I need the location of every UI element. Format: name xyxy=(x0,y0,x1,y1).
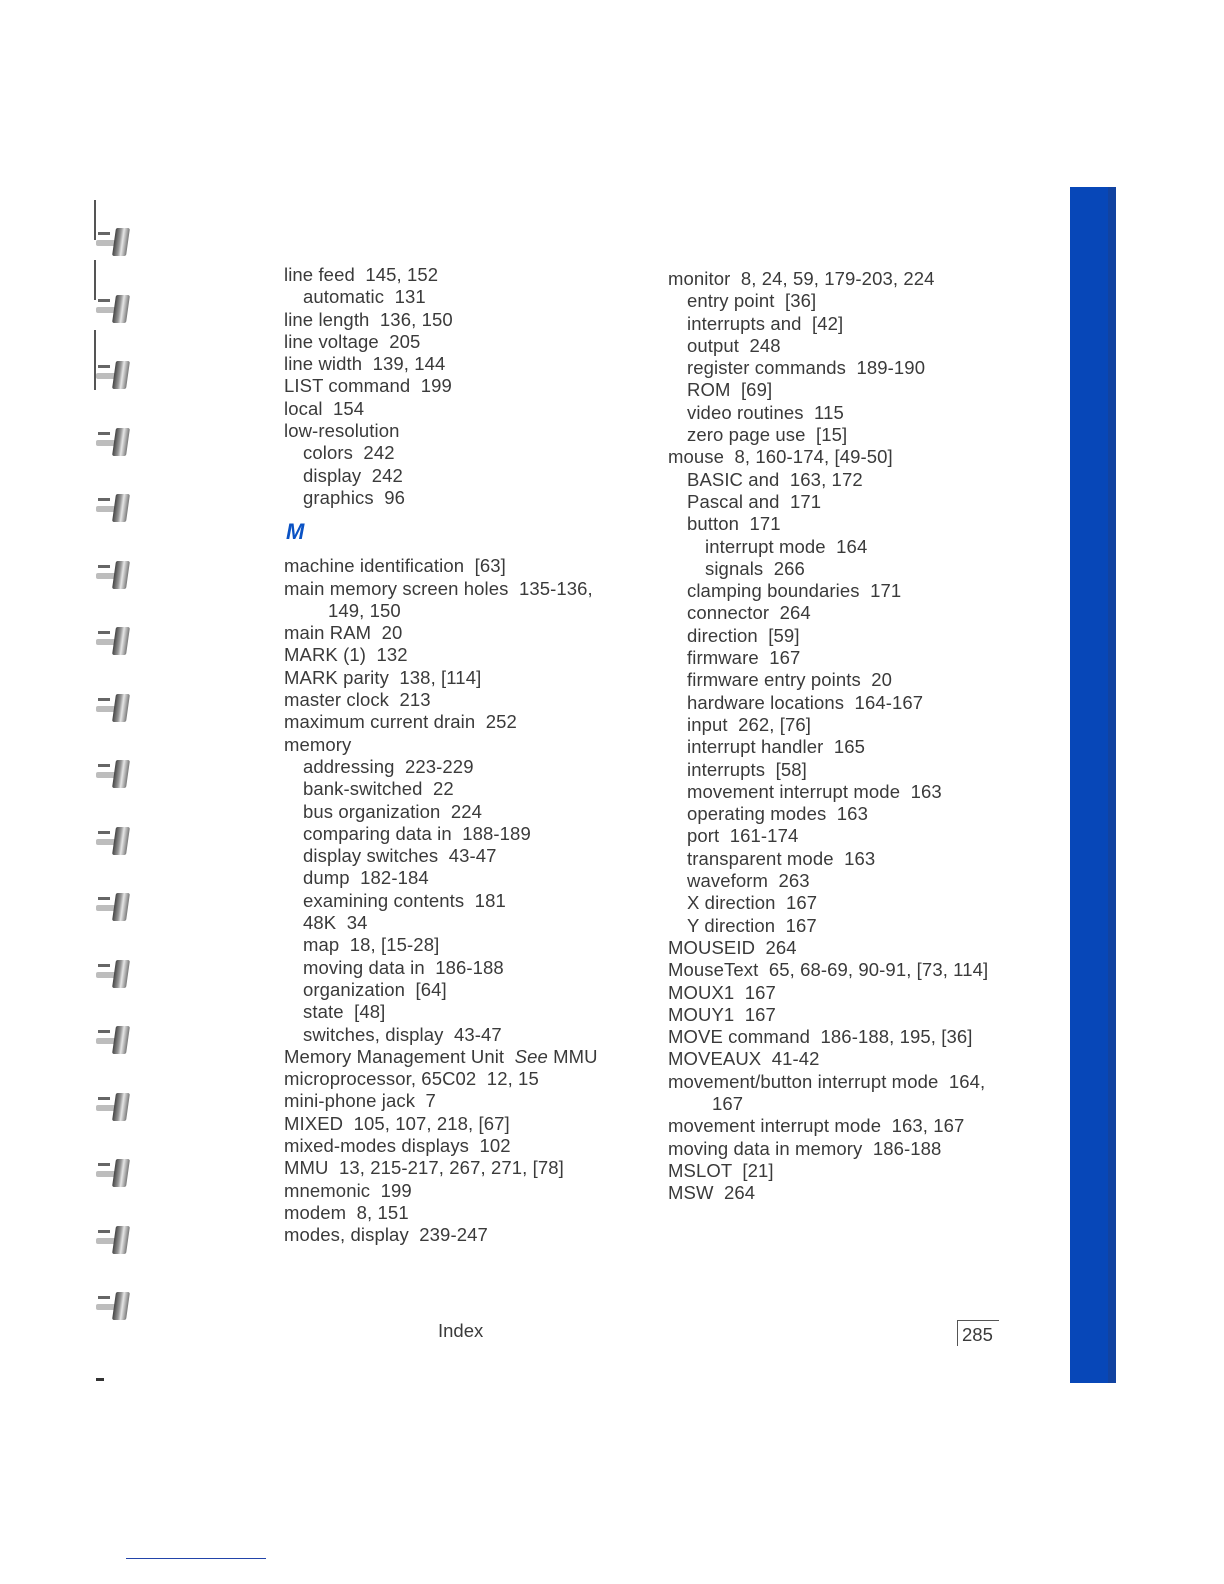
index-entry: X direction 167 xyxy=(687,892,818,914)
index-entry: clamping boundaries 171 xyxy=(687,580,902,602)
binding-ring xyxy=(96,760,132,790)
index-entry: Pascal and 171 xyxy=(687,490,822,512)
index-entry: video routines 115 xyxy=(687,401,844,423)
ring-shadow xyxy=(98,432,110,435)
index-entry: BASIC and 163, 172 xyxy=(687,468,863,490)
index-entry: comparing data in 188-189 xyxy=(303,822,531,844)
index-entry: 48K 34 xyxy=(303,912,368,934)
index-entry: line feed 145, 152 xyxy=(284,264,439,285)
index-entry: direction [59] xyxy=(687,624,800,646)
ring-coil xyxy=(112,1026,130,1054)
binding-ring xyxy=(96,1026,132,1056)
binding-ring xyxy=(96,1159,132,1189)
binding-ring xyxy=(96,627,132,657)
index-entry: display 242 xyxy=(303,464,403,486)
index-entry: line voltage 205 xyxy=(284,330,421,352)
ring-coil xyxy=(112,960,130,988)
index-entry: machine identification [63] xyxy=(284,555,506,577)
ring-shadow xyxy=(98,1230,110,1233)
index-entry-term: Memory Management Unit xyxy=(284,1045,515,1067)
index-entry: input 262, [76] xyxy=(687,713,811,735)
see-reference: See xyxy=(514,1045,548,1067)
see-target: MMU xyxy=(547,1045,598,1067)
binding-ring xyxy=(96,494,132,524)
index-entry: mixed-modes displays 102 xyxy=(284,1134,511,1156)
ring-coil xyxy=(112,1093,130,1121)
ring-shadow xyxy=(98,631,110,634)
index-entry: state [48] xyxy=(303,1001,386,1023)
index-entry: modes, display 239-247 xyxy=(284,1224,488,1246)
spiral-binding xyxy=(92,200,142,1390)
index-entry: output 248 xyxy=(687,334,781,356)
ring-shadow xyxy=(98,498,110,501)
index-entry: interrupts and [42] xyxy=(687,312,844,334)
binding-ring xyxy=(96,893,132,923)
ring-coil xyxy=(112,1159,130,1187)
page-number: 285 xyxy=(957,1320,999,1346)
binding-ring xyxy=(96,228,132,258)
index-entry: MSLOT [21] xyxy=(668,1159,774,1181)
index-entry: modem 8, 151 xyxy=(284,1201,409,1223)
index-entry: microprocessor, 65C02 12, 15 xyxy=(284,1068,539,1090)
index-entry: bus organization 224 xyxy=(303,800,483,822)
index-entry: movement/button interrupt mode 164, xyxy=(668,1070,986,1092)
ring-shadow xyxy=(98,1030,110,1033)
index-group-l xyxy=(284,264,644,509)
index-entry: MIXED 105, 107, 218, [67] xyxy=(284,1112,510,1134)
ring-coil xyxy=(112,893,130,921)
ring-coil xyxy=(112,760,130,788)
index-entry: waveform 263 xyxy=(687,870,810,892)
index-entry: graphics 96 xyxy=(303,486,405,508)
ring-coil xyxy=(112,694,130,722)
index-entry: ROM [69] xyxy=(687,379,773,401)
ring-coil xyxy=(112,627,130,655)
ring-coil xyxy=(112,561,130,589)
index-entry: MARK (1) 132 xyxy=(284,644,408,666)
ring-shadow xyxy=(98,1163,110,1166)
ring-shadow xyxy=(98,232,110,235)
ring-coil xyxy=(112,428,130,456)
bottom-rule xyxy=(126,1558,266,1559)
index-entry: moving data in memory 186-188 xyxy=(668,1137,942,1159)
index-entry: operating modes 163 xyxy=(687,803,868,825)
index-entry: main memory screen holes 135-136, xyxy=(284,577,593,599)
ring-shadow xyxy=(98,565,110,568)
footer-label: Index xyxy=(438,1320,484,1341)
index-entry: button 171 xyxy=(687,513,781,535)
index-entry: examining contents 181 xyxy=(303,889,506,911)
index-entry: line width 139, 144 xyxy=(284,353,446,375)
index-entry: mouse 8, 160-174, [49-50] xyxy=(668,446,893,468)
ring-shadow xyxy=(98,299,110,302)
right-index-column xyxy=(668,268,1048,1204)
index-entry: switches, display 43-47 xyxy=(303,1023,502,1045)
index-group-m xyxy=(284,555,644,1246)
binding-ring xyxy=(96,561,132,591)
index-entry: automatic 131 xyxy=(303,286,426,308)
binding-ring xyxy=(96,1093,132,1123)
index-entry: entry point [36] xyxy=(687,290,817,312)
index-entry: main RAM 20 xyxy=(284,622,403,644)
index-entry: hardware locations 164-167 xyxy=(687,691,924,713)
index-entry: MOUY1 167 xyxy=(668,1003,776,1025)
ring-shadow xyxy=(98,698,110,701)
index-entry: MARK parity 138, [114] xyxy=(284,666,482,688)
index-entry: signals 266 xyxy=(705,557,805,579)
binding-ring xyxy=(96,1292,132,1322)
ring-shadow xyxy=(98,1097,110,1100)
index-entry: transparent mode 163 xyxy=(687,847,876,869)
index-entry: firmware 167 xyxy=(687,647,801,669)
ring-coil xyxy=(112,361,130,389)
binding-ring xyxy=(96,295,132,325)
index-entry: monitor 8, 24, 59, 179-203, 224 xyxy=(668,268,935,289)
ring-shadow xyxy=(98,1296,110,1299)
ring-shadow xyxy=(98,964,110,967)
edge-tab-rim xyxy=(1108,187,1116,1383)
binding-ring xyxy=(96,694,132,724)
ring-coil xyxy=(112,494,130,522)
ring-coil xyxy=(112,1226,130,1254)
binding-edge-line xyxy=(94,330,96,390)
index-entry: interrupts [58] xyxy=(687,758,807,780)
binding-ring xyxy=(96,960,132,990)
binding-edge-line xyxy=(94,260,96,300)
index-entry: 167 xyxy=(712,1092,744,1114)
index-entry: colors 242 xyxy=(303,442,395,464)
index-entry: MMU 13, 215-217, 267, 271, [78] xyxy=(284,1157,564,1179)
index-entry: zero page use [15] xyxy=(687,424,848,446)
index-entry: mnemonic 199 xyxy=(284,1179,412,1201)
binding-edge-line xyxy=(94,200,96,240)
index-entry: low-resolution xyxy=(284,420,400,442)
index-entry xyxy=(284,1046,644,1068)
index-entry: port 161-174 xyxy=(687,825,799,847)
ring-shadow xyxy=(98,897,110,900)
index-entry: moving data in 186-188 xyxy=(303,956,504,978)
index-entry: addressing 223-229 xyxy=(303,755,474,777)
index-entry: local 154 xyxy=(284,397,365,419)
index-entry: connector 264 xyxy=(687,602,811,624)
index-entry: MOVEAUX 41-42 xyxy=(668,1048,820,1070)
index-entry: dump 182-184 xyxy=(303,867,429,889)
index-entry: MOVE command 186-188, 195, [36] xyxy=(668,1026,973,1048)
section-letter-m: M xyxy=(286,519,305,545)
ring-coil xyxy=(112,228,130,256)
binding-ring xyxy=(96,1226,132,1256)
left-index-column xyxy=(284,264,644,1246)
ring-shadow xyxy=(98,831,110,834)
index-entry: movement interrupt mode 163 xyxy=(687,780,942,802)
binding-ring xyxy=(96,827,132,857)
index-entry: register commands 189-190 xyxy=(687,357,926,379)
binding-tick-mark xyxy=(96,1378,104,1381)
index-entry: map 18, [15-28] xyxy=(303,934,440,956)
index-entry: maximum current drain 252 xyxy=(284,711,517,733)
index-entry: display switches 43-47 xyxy=(303,845,497,867)
index-entry: MSW 264 xyxy=(668,1182,756,1204)
index-entry: interrupt mode 164 xyxy=(705,535,868,557)
index-entry: LIST command 199 xyxy=(284,375,452,397)
index-entry: MOUX1 167 xyxy=(668,981,776,1003)
index-entry: 149, 150 xyxy=(328,599,401,621)
ring-shadow xyxy=(98,365,110,368)
ring-coil xyxy=(112,827,130,855)
index-entry: organization [64] xyxy=(303,978,447,1000)
ring-coil xyxy=(112,1292,130,1320)
index-entry: master clock 213 xyxy=(284,689,431,711)
index-entry: movement interrupt mode 163, 167 xyxy=(668,1115,965,1137)
index-entry: mini-phone jack 7 xyxy=(284,1090,436,1112)
blue-edge-tab xyxy=(1070,187,1116,1383)
index-entry: MouseText 65, 68-69, 90-91, [73, 114] xyxy=(668,959,989,981)
index-entry: line length 136, 150 xyxy=(284,308,453,330)
index-entry: Y direction 167 xyxy=(687,914,817,936)
index-entry: firmware entry points 20 xyxy=(687,669,893,691)
index-entry: memory xyxy=(284,733,352,755)
ring-shadow xyxy=(98,764,110,767)
ring-coil xyxy=(112,295,130,323)
index-entry: MOUSEID 264 xyxy=(668,936,797,958)
binding-ring xyxy=(96,428,132,458)
binding-ring xyxy=(96,361,132,391)
index-entry: bank-switched 22 xyxy=(303,778,454,800)
index-entry: interrupt handler 165 xyxy=(687,736,866,758)
